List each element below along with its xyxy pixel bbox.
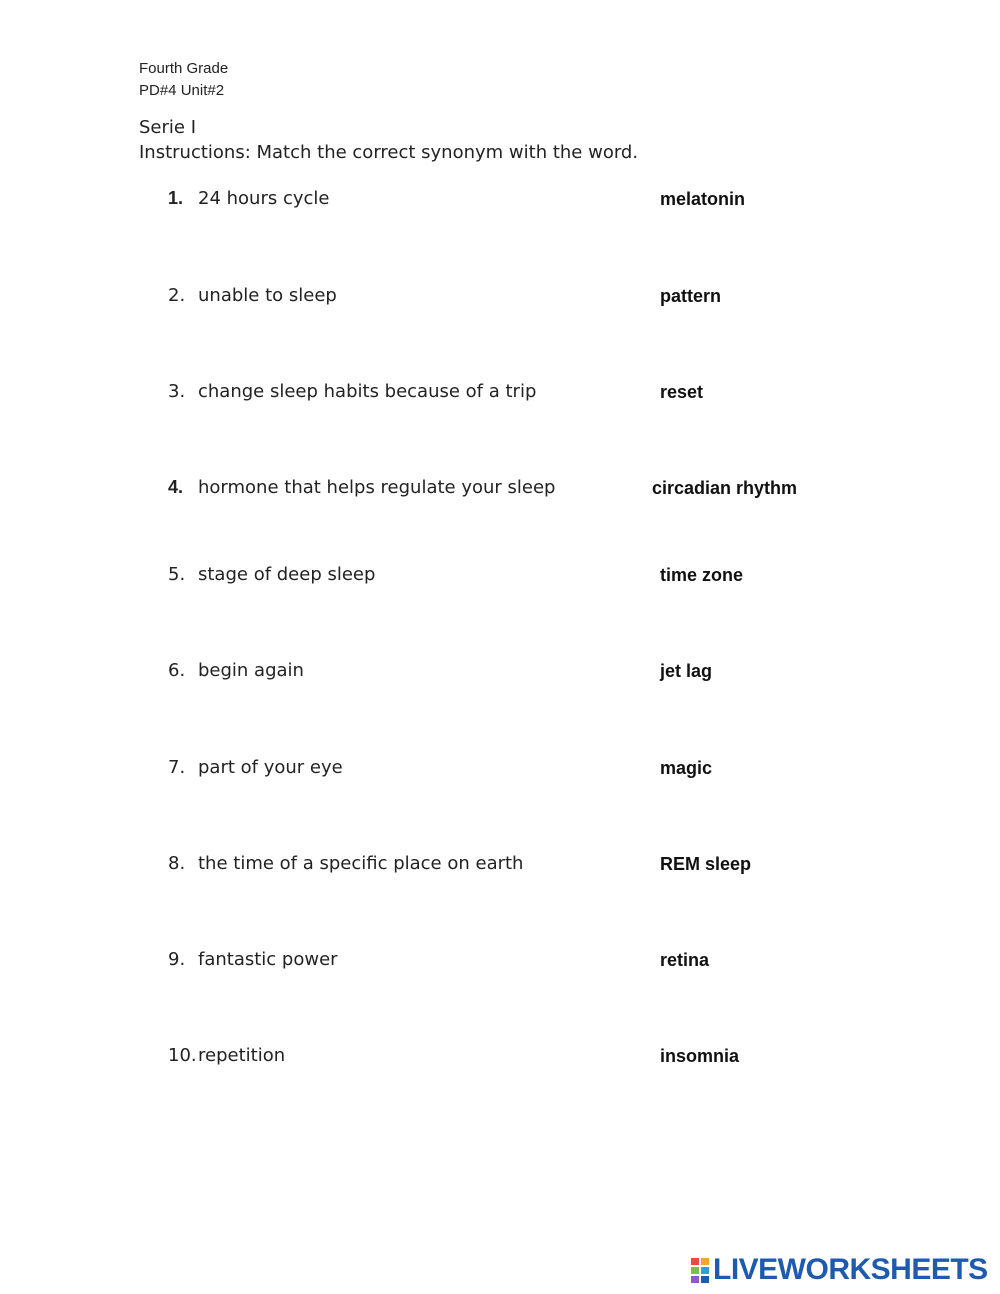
item-definition: 24 hours cycle (198, 188, 330, 209)
item-definition: hormone that helps regulate your sleep (198, 477, 556, 498)
item-word[interactable]: insomnia (660, 1046, 740, 1066)
serie-title: Serie I (139, 117, 197, 138)
item-word[interactable]: melatonin (660, 189, 746, 209)
item-number: 10. (168, 1045, 197, 1066)
item-definition: the time of a specific place on earth (198, 853, 524, 874)
unit-label: PD#4 Unit#2 (139, 82, 225, 99)
list-item (0, 660, 1000, 688)
list-item (0, 477, 1000, 505)
grade-label: Fourth Grade (139, 60, 229, 77)
item-definition: unable to sleep (198, 285, 337, 306)
item-definition: change sleep habits because of a trip (198, 381, 537, 402)
item-number: 5. (168, 564, 186, 585)
item-definition: stage of deep sleep (198, 564, 376, 585)
item-number: 3. (168, 381, 186, 402)
list-item (0, 381, 1000, 409)
list-item (0, 285, 1000, 313)
list-item (0, 757, 1000, 785)
liveworksheets-logo[interactable] (690, 1254, 988, 1286)
item-number: 6. (168, 660, 186, 681)
item-number: 8. (168, 853, 186, 874)
item-number: 9. (168, 949, 186, 970)
item-word[interactable]: retina (660, 950, 710, 970)
item-word[interactable]: time zone (660, 565, 744, 585)
item-word[interactable]: circadian rhythm (652, 478, 798, 498)
item-definition: part of your eye (198, 757, 343, 778)
list-item (0, 853, 1000, 881)
item-definition: begin again (198, 660, 304, 681)
item-number: 7. (168, 757, 186, 778)
item-definition: repetition (198, 1045, 286, 1066)
item-word[interactable]: pattern (660, 286, 722, 306)
list-item (0, 564, 1000, 592)
item-word[interactable]: REM sleep (660, 854, 752, 874)
item-number: 2. (168, 285, 186, 306)
list-item (0, 1045, 1000, 1073)
instructions-text: Instructions: Match the correct synonym with the word. (139, 142, 639, 163)
item-word[interactable]: magic (660, 758, 713, 778)
item-word[interactable]: reset (660, 382, 704, 402)
item-number: 1. (168, 188, 184, 208)
list-item (0, 949, 1000, 977)
item-number: 4. (168, 477, 184, 497)
item-definition: fantastic power (198, 949, 338, 970)
liveworksheets-logo-icon (690, 1256, 710, 1284)
item-word[interactable]: jet lag (660, 661, 713, 681)
list-item (0, 188, 1000, 216)
liveworksheets-logo-text: LIVEWORKSHEETS (713, 1253, 988, 1286)
